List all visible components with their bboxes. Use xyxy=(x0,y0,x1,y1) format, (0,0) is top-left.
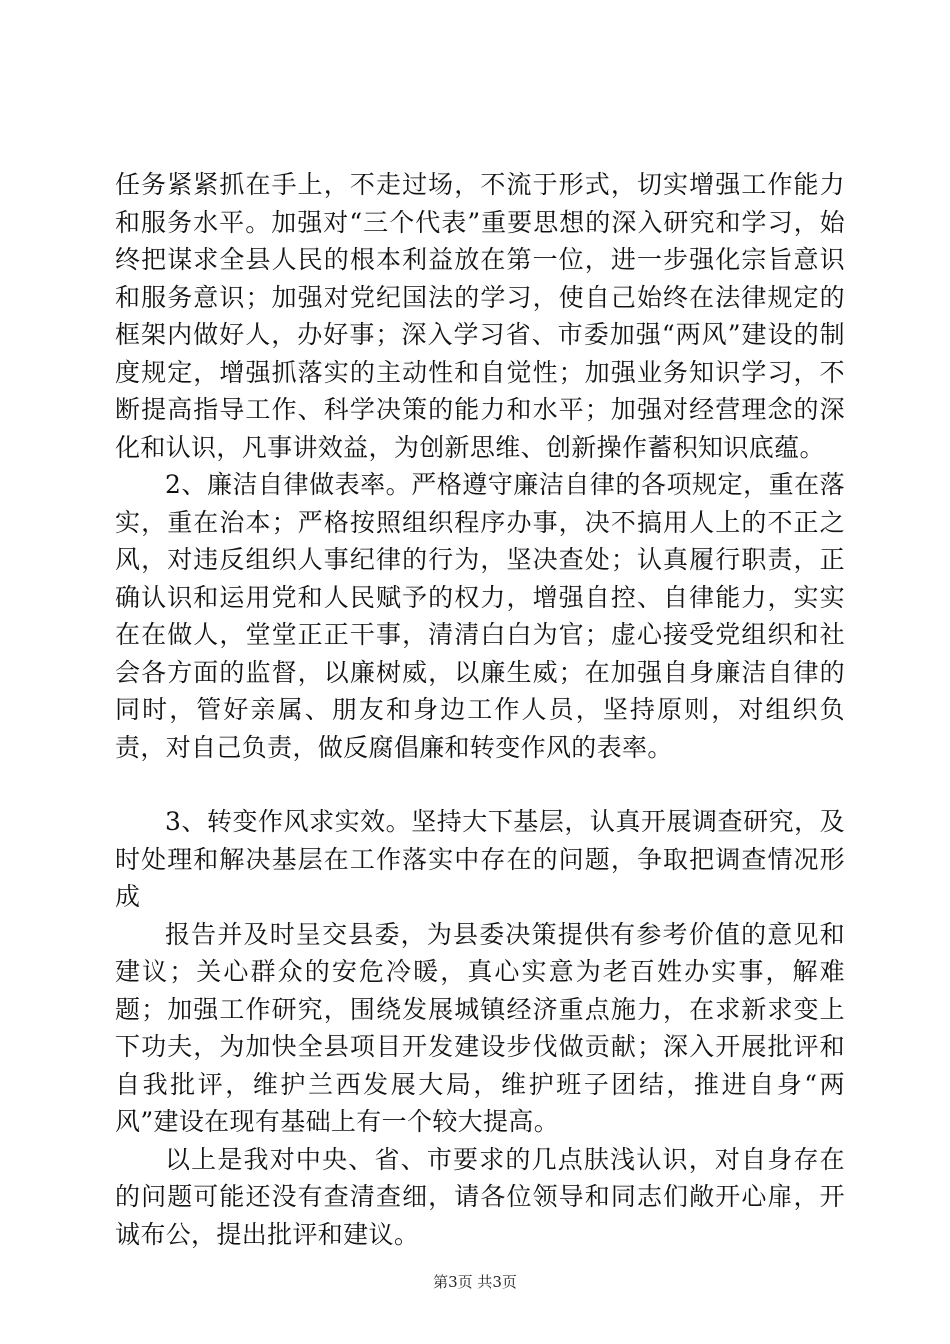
document-body xyxy=(115,166,845,1253)
paragraph-continuation: 任务紧紧抓在手上，不走过场，不流于形式，切实增强工作能力和服务水平。加强对“三个代表”重要思想的深入研究和学习，始终把谋求全县人民的根本利益放在第一位，进一步强化宗旨意识和服务意识；加强对党纪国法的学习，使自己始终在法律规定的框架内做好人，办好事；深入学习省、市委加强“两风”建设的制度规定，增强抓落实的主动性和自觉性；加强业务知识学习，不断提高指导工作、科学决策的能力和水平；加强对经营理念的深化和认识，凡事讲效益，为创新思维、创新操作蓄积知识底蕴。 xyxy=(115,170,845,462)
paragraph-spacer xyxy=(115,766,845,803)
paragraph-report: 报告并及时呈交县委，为县委决策提供有参考价值的意见和建议；关心群众的安危冷暖，真心实意为老百姓办实事，解难题；加强工作研究，围绕发展城镇经济重点施力，在求新求变上下功夫，为加快全县项目开发建设步伐做贡献；深入开展批评和自我批评，维护兰西发展大局，维护班子团结，推进自身“两风”建设在现有基础上有一个较大提高。 xyxy=(115,919,845,1136)
paragraph-work-style: 3、转变作风求实效。坚持大下基层，认真开展调查研究，及时处理和解决基层在工作落实中存在的问题，争取把调查情况形成 xyxy=(115,807,845,911)
paragraph-integrity: 2、廉洁自律做表率。严格遵守廉洁自律的各项规定，重在落实，重在治本；严格按照组织程序办事，决不搞用人上的不正之风，对违反组织人事纪律的行为，坚决查处；认真履行职责，正确认识和运用党和人民赋予的权力，增强自控、自律能力，实实在在做人，堂堂正正干事，清清白白为官；虚心接受党组织和社会各方面的监督，以廉树威，以廉生威；在加强自身廉洁自律的同时，管好亲属、朋友和身边工作人员，坚持原则，对组织负责，对自己负责，做反腐倡廉和转变作风的表率。 xyxy=(115,470,845,762)
paragraph-conclusion: 以上是我对中央、省、市要求的几点肤浅认识，对自身存在的问题可能还没有查清查细，请各位领导和同志们敞开心扉，开诚布公，提出批评和建议。 xyxy=(115,1144,845,1249)
page-footer: 第3页 共3页 xyxy=(433,1273,517,1291)
